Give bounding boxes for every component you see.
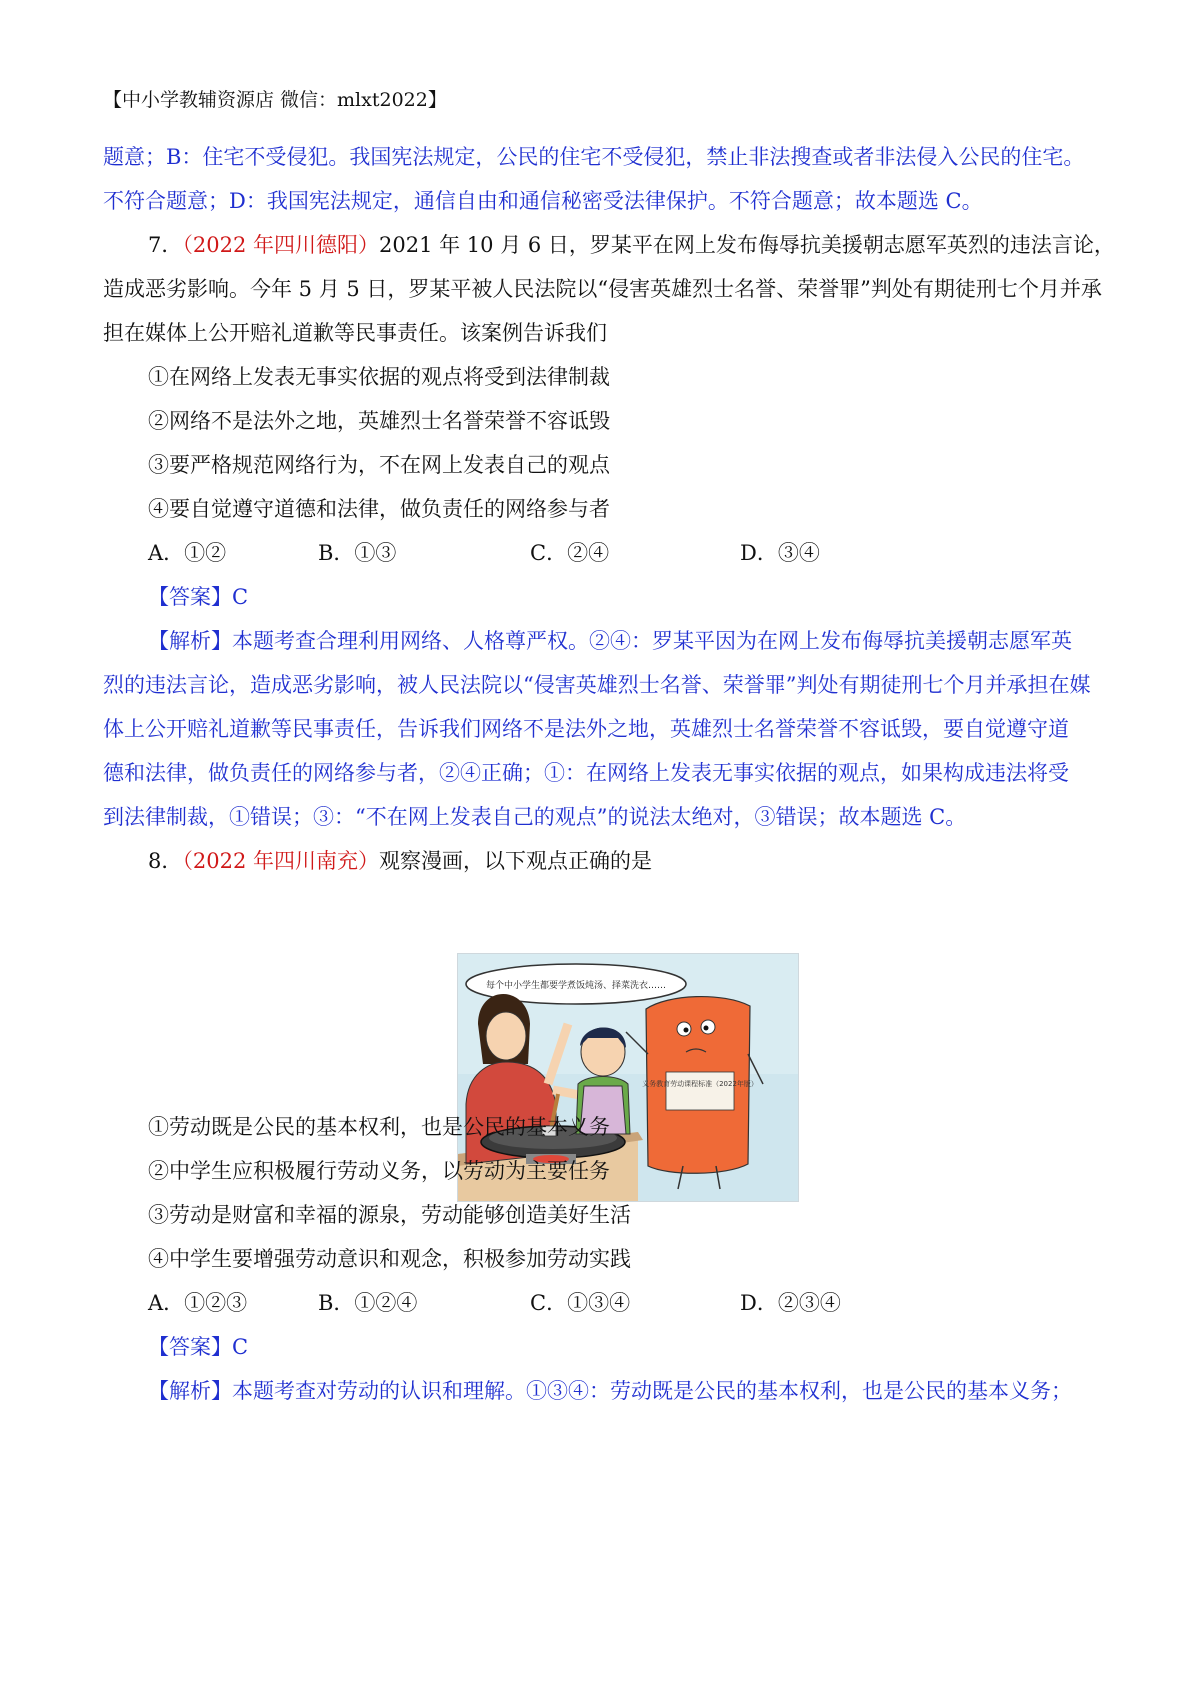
analysis-label: 【解析】 xyxy=(148,629,232,653)
question-7-stem-line: 担在媒体上公开赔礼道歉等民事责任。该案例告诉我们 xyxy=(103,321,607,345)
analysis-line: 德和法律，做负责任的网络参与者，②④正确；①：在网络上发表无事实依据的观点，如果构成违法将受 xyxy=(103,761,1069,785)
option-d: D．②③④ xyxy=(740,1291,841,1315)
option-d: D．③④ xyxy=(740,541,820,565)
statement: ③要严格规范网络行为，不在网上发表自己的观点 xyxy=(148,453,610,477)
analysis-line: 烈的违法言论，造成恶劣影响，被人民法院以“侵害英雄烈士名誉、荣誉罪”判处有期徒刑七个月并承担在媒 xyxy=(103,673,1091,697)
question-text: 2021 年 10 月 6 日，罗某平在网上发布侮辱抗美援朝志愿军英烈的违法言论， xyxy=(379,233,1115,257)
analysis-line xyxy=(148,626,1072,656)
analysis-line xyxy=(148,1376,1072,1406)
analysis-line: 到法律制裁，①错误；③：“不在网上发表自己的观点”的说法太绝对，③错误；故本题选 C。 xyxy=(103,805,967,829)
statement: ①在网络上发表无事实依据的观点将受到法律制裁 xyxy=(148,365,610,389)
speech-bubble-text: 每个中小学生都要学煮饭炖汤、择菜洗衣…… xyxy=(485,981,667,991)
question-source: （2022 年四川德阳） xyxy=(182,233,379,257)
option-a: A．①②③ xyxy=(148,1291,248,1315)
question-source: （2022 年四川南充） xyxy=(182,849,379,873)
option-b: B．①③ xyxy=(318,541,397,565)
analysis-line: 体上公开赔礼道歉等民事责任，告诉我们网络不是法外之地，英雄烈士名誉荣誉不容诋毁，要自觉遵守道 xyxy=(103,717,1069,741)
question-number: 8． xyxy=(148,849,183,873)
question-text: 观察漫画，以下观点正确的是 xyxy=(379,849,652,873)
statement: ②网络不是法外之地，英雄烈士名誉荣誉不容诋毁 xyxy=(148,409,610,433)
question-7-stem xyxy=(148,230,1115,260)
question-8-stem xyxy=(148,846,652,876)
option-a: A．①② xyxy=(148,541,227,565)
statement: ④中学生要增强劳动意识和观念，积极参加劳动实践 xyxy=(148,1247,631,1271)
answer: 【答案】C xyxy=(148,585,249,609)
question-7-stem-line: 造成恶劣影响。今年 5 月 5 日，罗某平被人民法院以“侵害英雄烈士名誉、荣誉罪”判处有期徒刑七个月并承 xyxy=(103,277,1102,301)
statement: ①劳动既是公民的基本权利，也是公民的基本义务 xyxy=(148,1115,610,1139)
page-header: 【中小学教辅资源店 微信：mlxt2022】 xyxy=(103,89,447,111)
answer: 【答案】C xyxy=(148,1335,249,1359)
option-b: B．①②④ xyxy=(318,1291,418,1315)
option-c: C．①③④ xyxy=(530,1291,631,1315)
prev-analysis-line: 题意；B：住宅不受侵犯。我国宪法规定，公民的住宅不受侵犯，禁止非法搜查或者非法侵入公民的住宅。 xyxy=(103,145,1085,169)
statement: ③劳动是财富和幸福的源泉，劳动能够创造美好生活 xyxy=(148,1203,631,1227)
question-number: 7． xyxy=(148,233,183,257)
statement: ②中学生应积极履行劳动义务，以劳动为主要任务 xyxy=(148,1159,610,1183)
statement: ④要自觉遵守道德和法律，做负责任的网络参与者 xyxy=(148,497,610,521)
analysis-text: 本题考查对劳动的认识和理解。①③④：劳动既是公民的基本权利，也是公民的基本义务； xyxy=(232,1379,1072,1403)
analysis-text: 本题考查合理利用网络、人格尊严权。②④：罗某平因为在网上发布侮辱抗美援朝志愿军英 xyxy=(232,629,1072,653)
banner-text: 义务教育劳动课程标准（2022年版） xyxy=(642,1080,758,1088)
option-c: C．②④ xyxy=(530,541,610,565)
prev-analysis-line: 不符合题意；D：我国宪法规定，通信自由和通信秘密受法律保护。不符合题意；故本题选 C。 xyxy=(103,189,983,213)
analysis-label: 【解析】 xyxy=(148,1379,232,1403)
